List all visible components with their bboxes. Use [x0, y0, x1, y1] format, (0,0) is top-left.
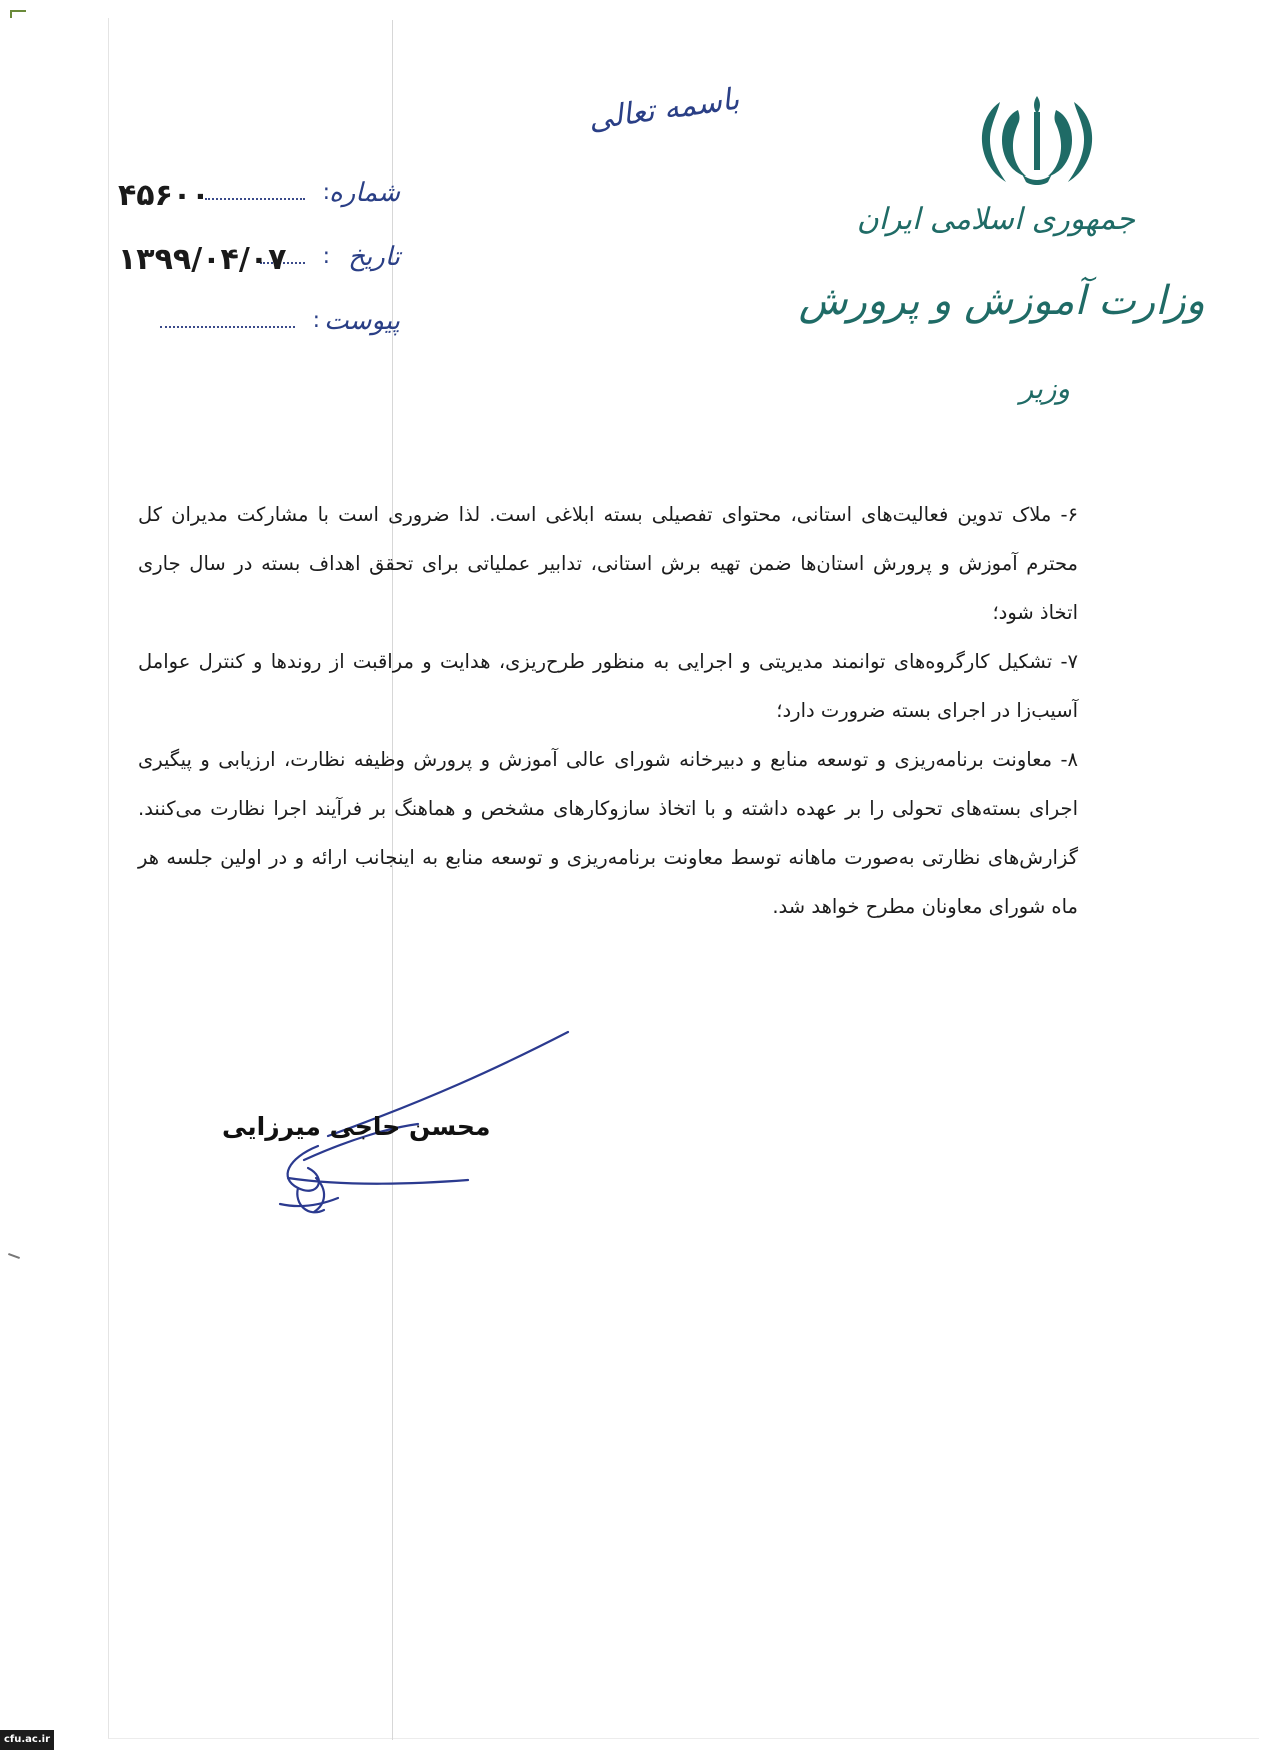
- date-colon: :: [322, 244, 330, 269]
- office-title: وزیر: [1019, 372, 1070, 405]
- meta-attachment-row: [110, 306, 400, 346]
- republic-title: جمهوری اسلامی ایران: [856, 202, 1135, 237]
- number-dotted-line: [205, 198, 305, 200]
- meta-number-row: [110, 178, 400, 218]
- letter-body: [138, 490, 1078, 931]
- ministry-title: وزارت آموزش و پرورش: [798, 278, 1205, 324]
- bismillah: باسمه تعالی: [586, 81, 742, 138]
- number-value: ۴۵۶۰۰: [118, 178, 210, 213]
- site-watermark: cfu.ac.ir: [0, 1730, 54, 1750]
- attachment-dotted-line: [160, 326, 295, 328]
- attachment-colon: :: [312, 308, 320, 333]
- iran-emblem-icon: [978, 92, 1096, 188]
- date-label: تاریخ: [348, 242, 400, 272]
- meta-date-row: [110, 242, 400, 282]
- corner-mark: [10, 10, 26, 18]
- number-colon: :: [322, 180, 330, 205]
- date-value: ۱۳۹۹/۰۴/۰۷: [118, 242, 287, 277]
- body-item-8: ۸- معاونت برنامه‌ریزی و توسعه منابع و دبیرخانه شورای عالی آموزش و پرورش وظیفه نظارت، ارزیابی و پیگیری اجرای بسته‌های تحولی را بر عهده داشته و با اتخاذ سازوکارهای مشخص و هماهنگ بر فرآیند اجرا نظارت می‌کنند. گزارش‌های نظارتی به‌صورت ماهانه توسط معاونت برنامه‌ریزی و توسعه منابع به اینجانب ارائه و در اولین جلسه هر ماه شورای معاونان مطرح خواهد شد.: [138, 748, 1078, 918]
- edge-mark: [8, 1253, 20, 1259]
- attachment-label: پیوست: [324, 306, 400, 336]
- number-label: شماره: [329, 178, 400, 208]
- body-item-6: ۶- ملاک تدوین فعالیت‌های استانی، محتوای تفصیلی بسته ابلاغی است. لذا ضروری است با مشارکت مدیران کل محترم آموزش و پرورش استان‌ها ضمن تهیه برش استانی، تدابیر عملیاتی برای تحقق اهداف بسته در سال جاری اتخاذ شود؛: [138, 503, 1078, 624]
- signer-name: محسن حاجی میرزایی: [222, 1112, 491, 1141]
- body-item-7: ۷- تشکیل کارگروه‌های توانمند مدیریتی و اجرایی به منظور طرح‌ریزی، هدایت و مراقبت از روندها و کنترل عوامل آسیب‌زا در اجرای بسته ضرورت دارد؛: [138, 650, 1078, 722]
